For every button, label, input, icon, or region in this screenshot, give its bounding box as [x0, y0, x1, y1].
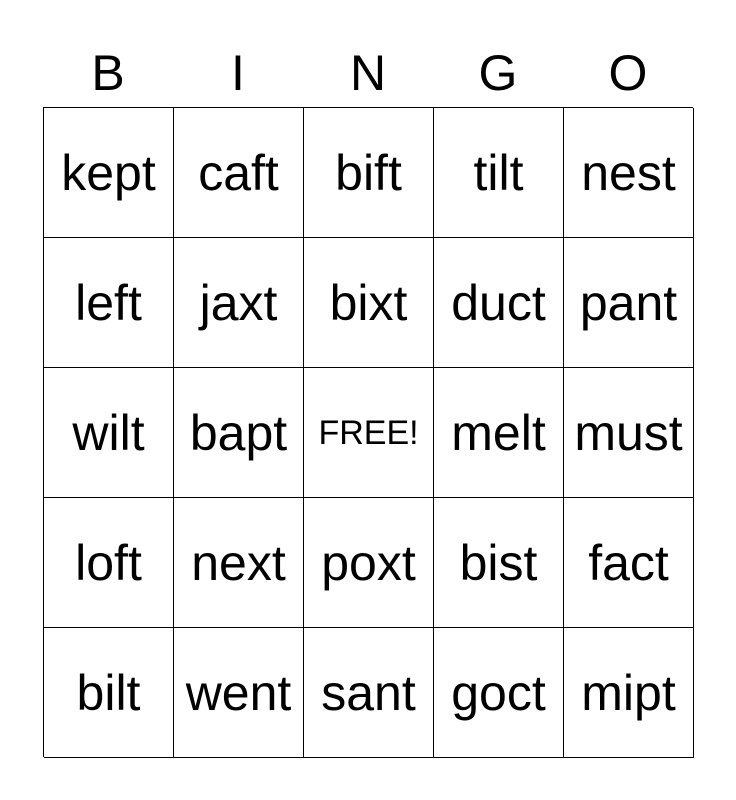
bingo-cell[interactable]: bist: [434, 498, 564, 628]
bingo-cell[interactable]: mipt: [564, 628, 694, 758]
bingo-cell[interactable]: kept: [44, 108, 174, 238]
bingo-cell[interactable]: left: [44, 238, 174, 368]
header-letter-g: G: [478, 45, 518, 101]
bingo-cell[interactable]: caft: [174, 108, 304, 238]
bingo-board: [43, 107, 693, 757]
bingo-cell[interactable]: sant: [304, 628, 434, 758]
bingo-cell[interactable]: nest: [564, 108, 694, 238]
bingo-cell[interactable]: fact: [564, 498, 694, 628]
bingo-cell[interactable]: next: [174, 498, 304, 628]
bingo-cell[interactable]: poxt: [304, 498, 434, 628]
bingo-header: [43, 40, 693, 106]
bingo-cell[interactable]: bapt: [174, 368, 304, 498]
bingo-cell[interactable]: bilt: [44, 628, 174, 758]
bingo-cell[interactable]: must: [564, 368, 694, 498]
bingo-cell[interactable]: bift: [304, 108, 434, 238]
bingo-cell[interactable]: pant: [564, 238, 694, 368]
free-space-cell[interactable]: FREE!: [304, 368, 434, 498]
bingo-cell[interactable]: loft: [44, 498, 174, 628]
bingo-cell[interactable]: goct: [434, 628, 564, 758]
bingo-cell[interactable]: wilt: [44, 368, 174, 498]
header-letter-b: B: [91, 45, 125, 101]
bingo-cell[interactable]: bixt: [304, 238, 434, 368]
bingo-cell[interactable]: jaxt: [174, 238, 304, 368]
bingo-cell[interactable]: tilt: [434, 108, 564, 238]
bingo-cell[interactable]: duct: [434, 238, 564, 368]
header-letter-n: N: [349, 45, 387, 101]
bingo-cell[interactable]: went: [174, 628, 304, 758]
bingo-cell[interactable]: melt: [434, 368, 564, 498]
header-letter-i: I: [231, 45, 245, 101]
header-letter-o: O: [608, 45, 648, 101]
